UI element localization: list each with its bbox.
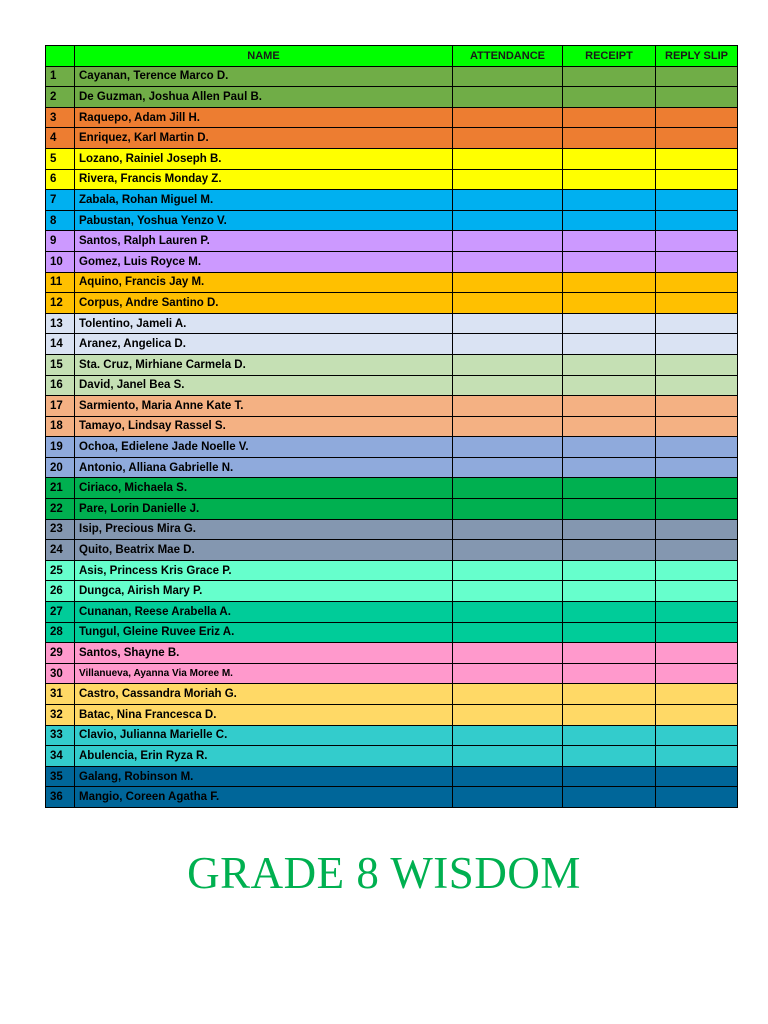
header-reply-slip: REPLY SLIP bbox=[656, 46, 738, 67]
student-number: 6 bbox=[46, 169, 75, 190]
table-row bbox=[46, 190, 738, 211]
student-name: Cunanan, Reese Arabella A. bbox=[75, 602, 453, 623]
header-attendance: ATTENDANCE bbox=[453, 46, 563, 67]
receipt-cell bbox=[563, 66, 656, 87]
receipt-cell bbox=[563, 148, 656, 169]
student-name: De Guzman, Joshua Allen Paul B. bbox=[75, 87, 453, 108]
table-row bbox=[46, 87, 738, 108]
attendance-cell bbox=[453, 540, 563, 561]
reply-slip-cell bbox=[656, 190, 738, 211]
roster-body bbox=[46, 66, 738, 807]
attendance-cell bbox=[453, 416, 563, 437]
student-number: 28 bbox=[46, 622, 75, 643]
student-number: 33 bbox=[46, 725, 75, 746]
receipt-cell bbox=[563, 128, 656, 149]
student-name: Quito, Beatrix Mae D. bbox=[75, 540, 453, 561]
student-number: 26 bbox=[46, 581, 75, 602]
attendance-cell bbox=[453, 560, 563, 581]
table-row bbox=[46, 684, 738, 705]
attendance-cell bbox=[453, 293, 563, 314]
reply-slip-cell bbox=[656, 766, 738, 787]
attendance-cell bbox=[453, 437, 563, 458]
attendance-cell bbox=[453, 663, 563, 684]
attendance-cell bbox=[453, 622, 563, 643]
table-row bbox=[46, 272, 738, 293]
receipt-cell bbox=[563, 416, 656, 437]
table-row bbox=[46, 416, 738, 437]
table-row bbox=[46, 251, 738, 272]
reply-slip-cell bbox=[656, 416, 738, 437]
reply-slip-cell bbox=[656, 231, 738, 252]
student-name: Ochoa, Edielene Jade Noelle V. bbox=[75, 437, 453, 458]
table-row bbox=[46, 457, 738, 478]
student-number: 16 bbox=[46, 375, 75, 396]
attendance-cell bbox=[453, 725, 563, 746]
table-row bbox=[46, 478, 738, 499]
reply-slip-cell bbox=[656, 66, 738, 87]
student-number: 1 bbox=[46, 66, 75, 87]
reply-slip-cell bbox=[656, 643, 738, 664]
student-number: 31 bbox=[46, 684, 75, 705]
reply-slip-cell bbox=[656, 334, 738, 355]
student-number: 10 bbox=[46, 251, 75, 272]
receipt-cell bbox=[563, 663, 656, 684]
attendance-cell bbox=[453, 231, 563, 252]
reply-slip-cell bbox=[656, 663, 738, 684]
reply-slip-cell bbox=[656, 396, 738, 417]
header-name: NAME bbox=[75, 46, 453, 67]
table-row bbox=[46, 519, 738, 540]
attendance-cell bbox=[453, 519, 563, 540]
reply-slip-cell bbox=[656, 519, 738, 540]
student-name: Isip, Precious Mira G. bbox=[75, 519, 453, 540]
student-name: Santos, Ralph Lauren P. bbox=[75, 231, 453, 252]
table-row bbox=[46, 128, 738, 149]
student-name: Galang, Robinson M. bbox=[75, 766, 453, 787]
reply-slip-cell bbox=[656, 437, 738, 458]
attendance-cell bbox=[453, 190, 563, 211]
student-name: Batac, Nina Francesca D. bbox=[75, 705, 453, 726]
student-name: Rivera, Francis Monday Z. bbox=[75, 169, 453, 190]
attendance-cell bbox=[453, 766, 563, 787]
table-row bbox=[46, 663, 738, 684]
attendance-cell bbox=[453, 581, 563, 602]
student-name: Antonio, Alliana Gabrielle N. bbox=[75, 457, 453, 478]
table-row bbox=[46, 766, 738, 787]
reply-slip-cell bbox=[656, 746, 738, 767]
attendance-cell bbox=[453, 334, 563, 355]
attendance-cell bbox=[453, 684, 563, 705]
student-number: 13 bbox=[46, 313, 75, 334]
table-row bbox=[46, 787, 738, 808]
student-number: 19 bbox=[46, 437, 75, 458]
student-name: Aranez, Angelica D. bbox=[75, 334, 453, 355]
student-name: Sta. Cruz, Mirhiane Carmela D. bbox=[75, 354, 453, 375]
table-row bbox=[46, 169, 738, 190]
reply-slip-cell bbox=[656, 705, 738, 726]
attendance-cell bbox=[453, 643, 563, 664]
table-row bbox=[46, 107, 738, 128]
attendance-cell bbox=[453, 375, 563, 396]
student-name: Castro, Cassandra Moriah G. bbox=[75, 684, 453, 705]
receipt-cell bbox=[563, 725, 656, 746]
attendance-cell bbox=[453, 66, 563, 87]
reply-slip-cell bbox=[656, 478, 738, 499]
student-name: Mangio, Coreen Agatha F. bbox=[75, 787, 453, 808]
receipt-cell bbox=[563, 231, 656, 252]
reply-slip-cell bbox=[656, 725, 738, 746]
receipt-cell bbox=[563, 334, 656, 355]
student-name: Cayanan, Terence Marco D. bbox=[75, 66, 453, 87]
student-number: 12 bbox=[46, 293, 75, 314]
attendance-cell bbox=[453, 107, 563, 128]
student-number: 30 bbox=[46, 663, 75, 684]
attendance-cell bbox=[453, 396, 563, 417]
receipt-cell bbox=[563, 169, 656, 190]
student-number: 32 bbox=[46, 705, 75, 726]
reply-slip-cell bbox=[656, 375, 738, 396]
student-name: Gomez, Luis Royce M. bbox=[75, 251, 453, 272]
student-number: 20 bbox=[46, 457, 75, 478]
table-row bbox=[46, 334, 738, 355]
table-row bbox=[46, 210, 738, 231]
student-number: 23 bbox=[46, 519, 75, 540]
attendance-cell bbox=[453, 313, 563, 334]
receipt-cell bbox=[563, 210, 656, 231]
student-name: David, Janel Bea S. bbox=[75, 375, 453, 396]
attendance-cell bbox=[453, 787, 563, 808]
receipt-cell bbox=[563, 602, 656, 623]
student-number: 11 bbox=[46, 272, 75, 293]
student-name: Ciriaco, Michaela S. bbox=[75, 478, 453, 499]
table-row bbox=[46, 725, 738, 746]
receipt-cell bbox=[563, 560, 656, 581]
attendance-cell bbox=[453, 251, 563, 272]
reply-slip-cell bbox=[656, 148, 738, 169]
student-name: Pabustan, Yoshua Yenzo V. bbox=[75, 210, 453, 231]
table-row bbox=[46, 499, 738, 520]
receipt-cell bbox=[563, 293, 656, 314]
reply-slip-cell bbox=[656, 313, 738, 334]
receipt-cell bbox=[563, 499, 656, 520]
student-name: Villanueva, Ayanna Via Moree M. bbox=[75, 663, 453, 684]
table-row bbox=[46, 66, 738, 87]
header-receipt: RECEIPT bbox=[563, 46, 656, 67]
receipt-cell bbox=[563, 581, 656, 602]
reply-slip-cell bbox=[656, 210, 738, 231]
student-number: 15 bbox=[46, 354, 75, 375]
student-number: 2 bbox=[46, 87, 75, 108]
receipt-cell bbox=[563, 190, 656, 211]
class-roster-table bbox=[45, 45, 738, 808]
table-row bbox=[46, 293, 738, 314]
attendance-cell bbox=[453, 746, 563, 767]
receipt-cell bbox=[563, 643, 656, 664]
receipt-cell bbox=[563, 251, 656, 272]
student-number: 35 bbox=[46, 766, 75, 787]
receipt-cell bbox=[563, 313, 656, 334]
student-name: Pare, Lorin Danielle J. bbox=[75, 499, 453, 520]
receipt-cell bbox=[563, 354, 656, 375]
reply-slip-cell bbox=[656, 602, 738, 623]
student-name: Enriquez, Karl Martin D. bbox=[75, 128, 453, 149]
receipt-cell bbox=[563, 107, 656, 128]
receipt-cell bbox=[563, 766, 656, 787]
attendance-cell bbox=[453, 602, 563, 623]
student-name: Corpus, Andre Santino D. bbox=[75, 293, 453, 314]
table-row bbox=[46, 148, 738, 169]
reply-slip-cell bbox=[656, 354, 738, 375]
student-number: 7 bbox=[46, 190, 75, 211]
reply-slip-cell bbox=[656, 107, 738, 128]
receipt-cell bbox=[563, 684, 656, 705]
student-number: 34 bbox=[46, 746, 75, 767]
table-row bbox=[46, 313, 738, 334]
attendance-cell bbox=[453, 128, 563, 149]
student-number: 24 bbox=[46, 540, 75, 561]
table-row bbox=[46, 622, 738, 643]
student-number: 3 bbox=[46, 107, 75, 128]
attendance-cell bbox=[453, 148, 563, 169]
student-number: 25 bbox=[46, 560, 75, 581]
header-number bbox=[46, 46, 75, 67]
receipt-cell bbox=[563, 705, 656, 726]
student-name: Dungca, Airish Mary P. bbox=[75, 581, 453, 602]
attendance-cell bbox=[453, 499, 563, 520]
student-number: 27 bbox=[46, 602, 75, 623]
table-row bbox=[46, 231, 738, 252]
reply-slip-cell bbox=[656, 128, 738, 149]
table-row bbox=[46, 396, 738, 417]
table-row bbox=[46, 375, 738, 396]
student-name: Sarmiento, Maria Anne Kate T. bbox=[75, 396, 453, 417]
receipt-cell bbox=[563, 622, 656, 643]
table-row bbox=[46, 354, 738, 375]
table-row bbox=[46, 602, 738, 623]
reply-slip-cell bbox=[656, 499, 738, 520]
reply-slip-cell bbox=[656, 540, 738, 561]
table-row bbox=[46, 643, 738, 664]
table-row bbox=[46, 705, 738, 726]
student-number: 5 bbox=[46, 148, 75, 169]
reply-slip-cell bbox=[656, 251, 738, 272]
reply-slip-cell bbox=[656, 622, 738, 643]
student-name: Zabala, Rohan Miguel M. bbox=[75, 190, 453, 211]
attendance-cell bbox=[453, 354, 563, 375]
attendance-cell bbox=[453, 478, 563, 499]
student-name: Lozano, Rainiel Joseph B. bbox=[75, 148, 453, 169]
table-row bbox=[46, 540, 738, 561]
reply-slip-cell bbox=[656, 169, 738, 190]
student-number: 21 bbox=[46, 478, 75, 499]
receipt-cell bbox=[563, 519, 656, 540]
student-number: 14 bbox=[46, 334, 75, 355]
reply-slip-cell bbox=[656, 87, 738, 108]
table-row bbox=[46, 437, 738, 458]
student-number: 17 bbox=[46, 396, 75, 417]
receipt-cell bbox=[563, 746, 656, 767]
student-number: 36 bbox=[46, 787, 75, 808]
student-name: Aquino, Francis Jay M. bbox=[75, 272, 453, 293]
student-name: Tungul, Gleine Ruvee Eriz A. bbox=[75, 622, 453, 643]
student-name: Asis, Princess Kris Grace P. bbox=[75, 560, 453, 581]
student-number: 8 bbox=[46, 210, 75, 231]
receipt-cell bbox=[563, 437, 656, 458]
reply-slip-cell bbox=[656, 272, 738, 293]
reply-slip-cell bbox=[656, 293, 738, 314]
attendance-cell bbox=[453, 169, 563, 190]
student-name: Tolentino, Jameli A. bbox=[75, 313, 453, 334]
reply-slip-cell bbox=[656, 684, 738, 705]
receipt-cell bbox=[563, 457, 656, 478]
student-name: Santos, Shayne B. bbox=[75, 643, 453, 664]
student-number: 4 bbox=[46, 128, 75, 149]
attendance-cell bbox=[453, 210, 563, 231]
receipt-cell bbox=[563, 540, 656, 561]
student-number: 18 bbox=[46, 416, 75, 437]
table-header-row bbox=[46, 46, 738, 67]
receipt-cell bbox=[563, 396, 656, 417]
attendance-cell bbox=[453, 87, 563, 108]
attendance-cell bbox=[453, 705, 563, 726]
receipt-cell bbox=[563, 272, 656, 293]
page-title: GRADE 8 WISDOM bbox=[187, 848, 581, 898]
receipt-cell bbox=[563, 87, 656, 108]
reply-slip-cell bbox=[656, 581, 738, 602]
student-number: 9 bbox=[46, 231, 75, 252]
student-name: Abulencia, Erin Ryza R. bbox=[75, 746, 453, 767]
table-row bbox=[46, 746, 738, 767]
receipt-cell bbox=[563, 478, 656, 499]
attendance-cell bbox=[453, 272, 563, 293]
table-row bbox=[46, 581, 738, 602]
reply-slip-cell bbox=[656, 457, 738, 478]
student-name: Tamayo, Lindsay Rassel S. bbox=[75, 416, 453, 437]
reply-slip-cell bbox=[656, 787, 738, 808]
table-row bbox=[46, 560, 738, 581]
student-name: Raquepo, Adam Jill H. bbox=[75, 107, 453, 128]
receipt-cell bbox=[563, 787, 656, 808]
student-number: 29 bbox=[46, 643, 75, 664]
student-number: 22 bbox=[46, 499, 75, 520]
student-name: Clavio, Julianna Marielle C. bbox=[75, 725, 453, 746]
receipt-cell bbox=[563, 375, 656, 396]
attendance-cell bbox=[453, 457, 563, 478]
reply-slip-cell bbox=[656, 560, 738, 581]
